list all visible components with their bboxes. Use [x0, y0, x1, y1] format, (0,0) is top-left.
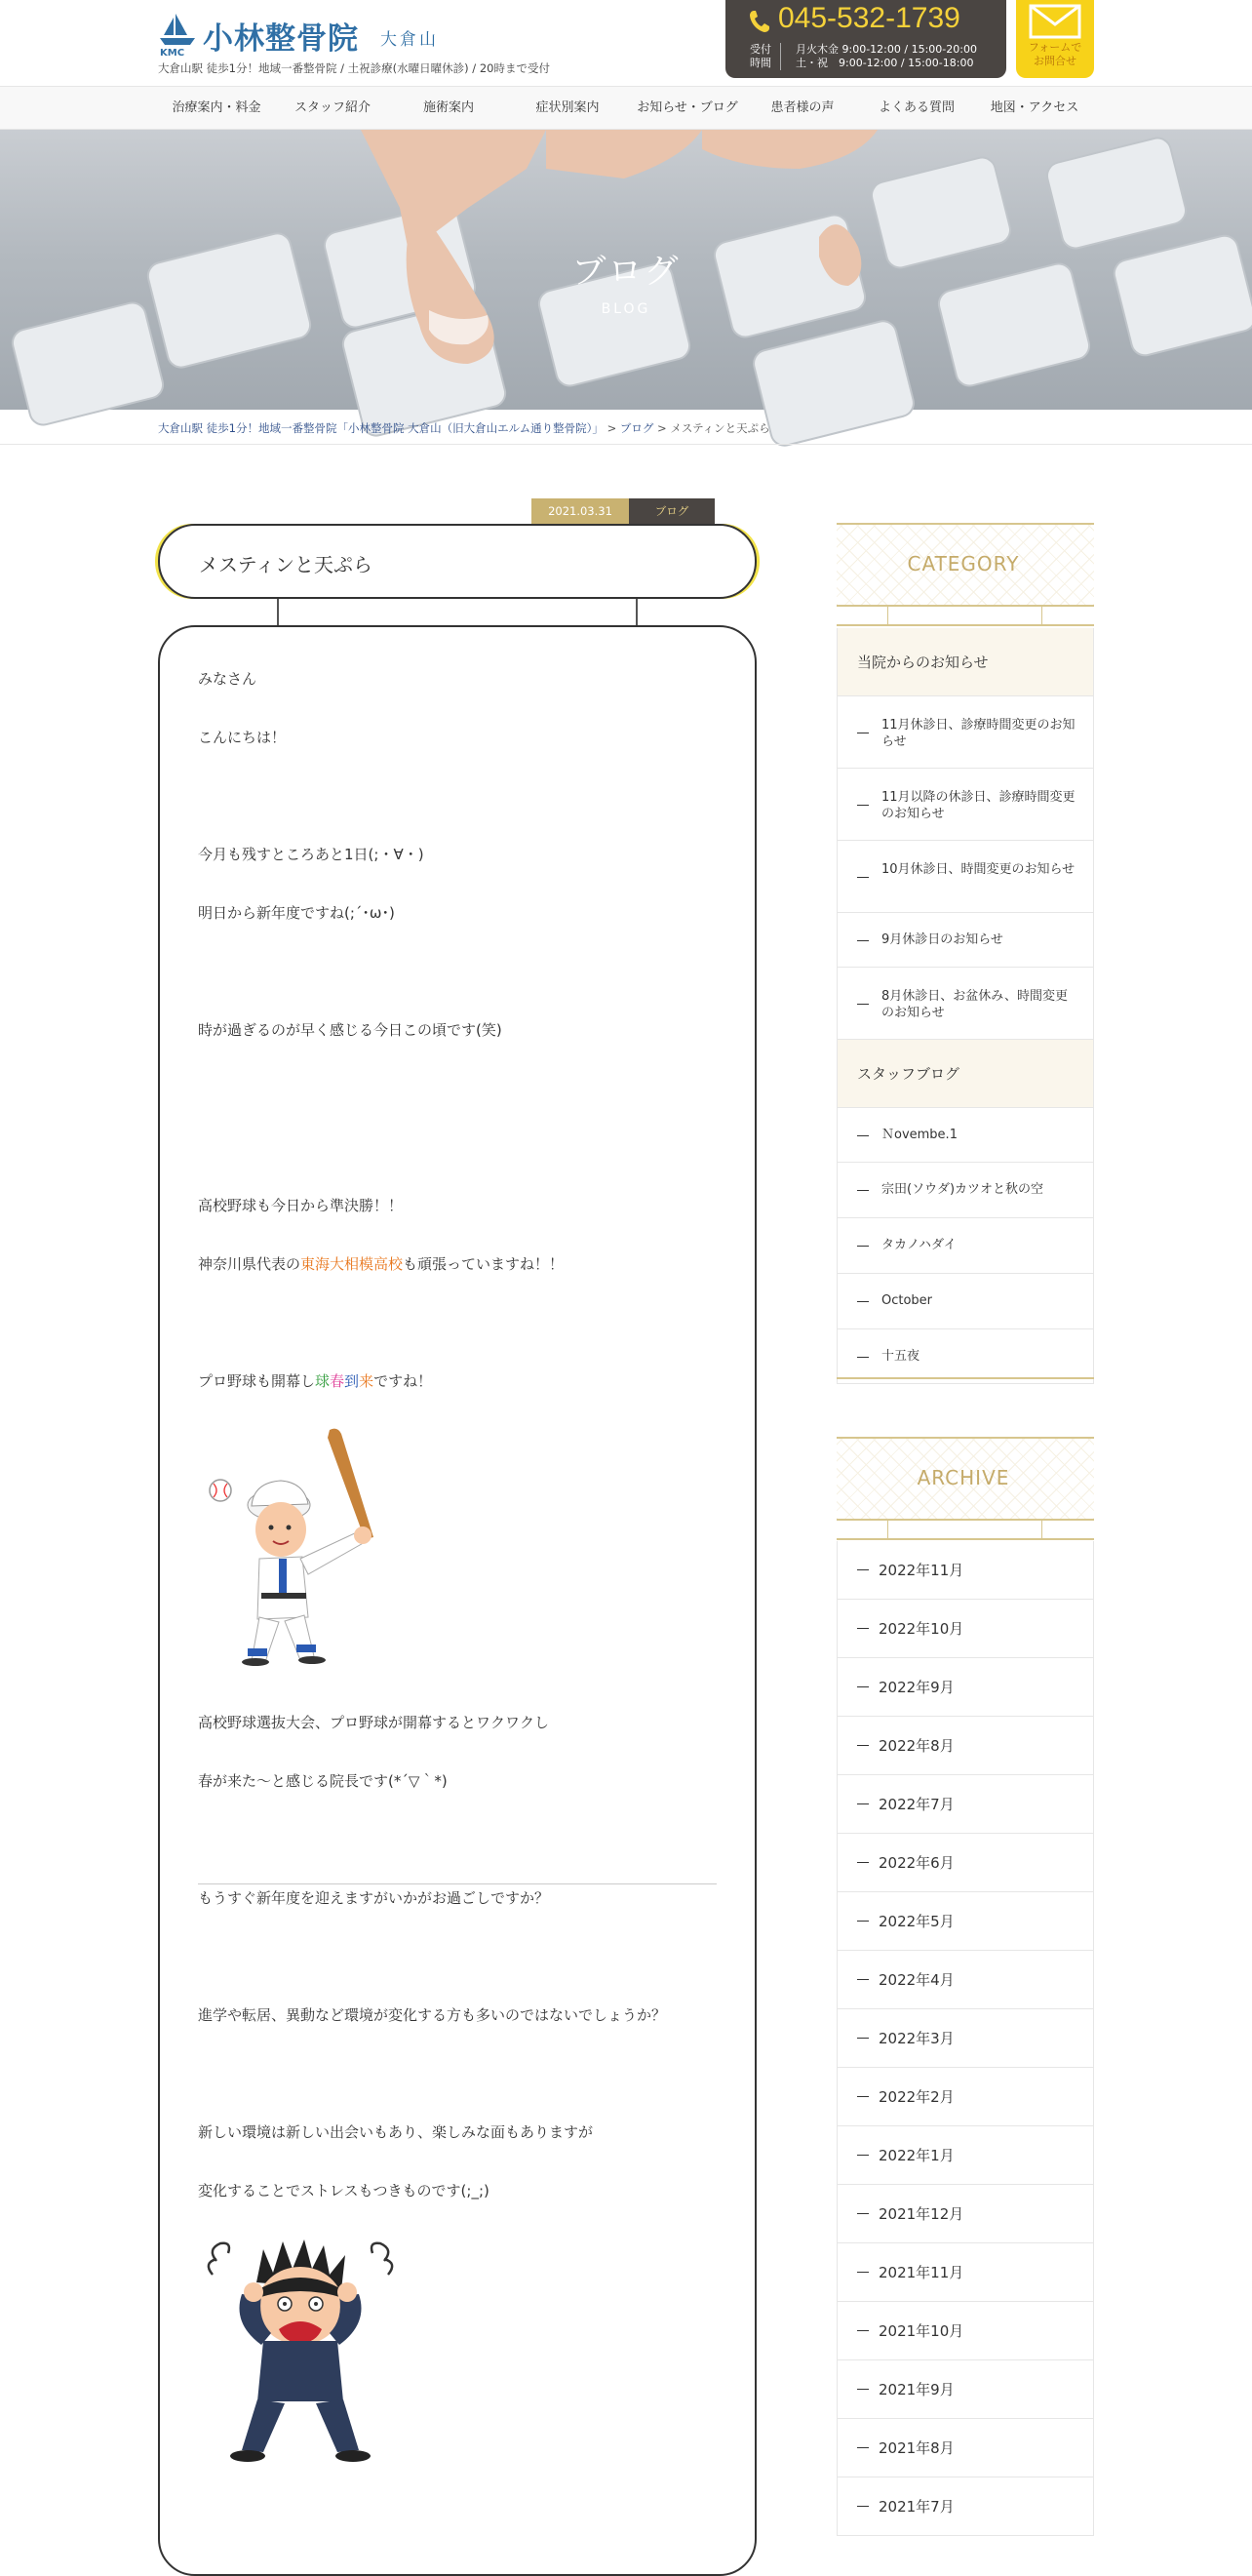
mail-icon [1029, 4, 1081, 39]
svg-text:KMC: KMC [160, 48, 185, 59]
post-paragraph: プロ野球も開幕し球春到来ですね！ [198, 1372, 433, 1390]
site-header [0, 0, 1252, 86]
category-staff-item[interactable]: 十五夜 [838, 1329, 1093, 1384]
post-paragraph: 春が来た～と感じる院長です(*´▽｀*) [198, 1772, 448, 1790]
post-paragraph: 高校野球選抜大会、プロ野球が開幕するとワクワクし [198, 1714, 550, 1731]
stressed-person-illustration [203, 2236, 398, 2470]
hero-banner [0, 130, 1252, 410]
phone-icon [749, 10, 770, 33]
post-paragraph: こんにちは！ [198, 729, 287, 746]
breadcrumb [0, 410, 1252, 445]
category-staff-blog[interactable]: スタッフブログ [838, 1040, 1093, 1108]
breadcrumb-sep: > [606, 421, 617, 435]
hours-text: 月火木金 9:00-12:00 / 15:00-20:00 土・祝 9:00-12:00 / 15:00-18:00 [796, 43, 977, 69]
archive-item[interactable]: 2022年11月 [838, 1541, 1093, 1600]
site-logo[interactable] [158, 12, 470, 57]
post-category-tag[interactable]: ブログ [629, 498, 715, 524]
category-staff-item[interactable]: Ｎovembe.1 [838, 1108, 1093, 1163]
archive-item[interactable]: 2022年8月 [838, 1717, 1093, 1775]
archive-item[interactable]: 2021年9月 [838, 2360, 1093, 2419]
nav-treatments[interactable]: 施術案内 [422, 100, 474, 115]
nav-faq[interactable]: よくある質問 [878, 100, 955, 115]
post-paragraph: 進学や転居、異動など環境が変化する方も多いのではないでしょうか？ [198, 2006, 667, 2024]
category-staff-item[interactable]: タカノハダイ [838, 1218, 1093, 1274]
title-connector [636, 599, 638, 626]
nav-voices[interactable]: 患者様の声 [770, 100, 835, 115]
archive-item[interactable]: 2022年4月 [838, 1951, 1093, 2009]
archive-item[interactable]: 2022年6月 [838, 1834, 1093, 1892]
archive-list [837, 1541, 1094, 2536]
archive-item[interactable]: 2022年2月 [838, 2068, 1093, 2126]
archive-item[interactable]: 2021年10月 [838, 2302, 1093, 2360]
post-title-box [158, 524, 757, 599]
archive-heading: ARCHIVE [837, 1437, 1094, 1521]
category-list-bottom [837, 1377, 1094, 1379]
archive-item[interactable]: 2021年11月 [838, 2243, 1093, 2302]
archive-item[interactable]: 2022年5月 [838, 1892, 1093, 1951]
post-paragraph: 高校野球も今日から準決勝！！ [198, 1197, 404, 1214]
breadcrumb-sep: > [657, 421, 667, 435]
category-notice-item[interactable]: 11月休診日、診療時間変更のお知らせ [838, 696, 1093, 769]
nav-news-blog[interactable]: お知らせ・ブログ [637, 100, 738, 115]
content-divider [198, 1883, 717, 1884]
archive-item[interactable]: 2021年8月 [838, 2419, 1093, 2477]
logo-name: 小林整骨院 [203, 21, 359, 57]
archive-item[interactable]: 2022年10月 [838, 1600, 1093, 1658]
ship-logo-icon [158, 12, 197, 57]
category-staff-item[interactable]: 宗田(ソウダ)カツオと秋の空 [838, 1163, 1093, 1218]
category-notice-item[interactable]: 9月休診日のお知らせ [838, 913, 1093, 968]
breadcrumb-blog[interactable]: ブログ [619, 421, 654, 435]
post-date: 2021.03.31 [531, 498, 629, 524]
archive-item[interactable]: 2021年12月 [838, 2185, 1093, 2243]
category-heading-tabs [837, 607, 1094, 626]
archive-item[interactable]: 2022年9月 [838, 1658, 1093, 1717]
post-paragraph: 時が過ぎるのが早く感じる今日この頃です(笑) [198, 1021, 502, 1039]
post-paragraph: 変化することでストレスもつきものです(;_;) [198, 2182, 489, 2200]
nav-symptoms[interactable]: 症状別案内 [535, 100, 600, 115]
global-nav [0, 86, 1252, 130]
archive-item[interactable]: 2022年1月 [838, 2126, 1093, 2185]
phone-number[interactable]: 045-532-1739 [778, 2, 960, 34]
category-notice-item[interactable]: 11月以降の休診日、診療時間変更のお知らせ [838, 769, 1093, 841]
category-notice-item[interactable]: 10月休診日、時間変更のお知らせ [838, 841, 1093, 913]
baseball-player-illustration [203, 1422, 388, 1666]
header-tagline: 大倉山駅 徒歩1分！地域一番整骨院 / 土祝診療(水曜日曜休診) / 20時まで受付 [158, 61, 550, 75]
archive-item[interactable]: 2022年7月 [838, 1775, 1093, 1834]
archive-item[interactable]: 2021年7月 [838, 2477, 1093, 2536]
contact-form-button[interactable]: フォームで お問合せ [1016, 0, 1094, 78]
nav-treatment-fees[interactable]: 治療案内・料金 [172, 100, 261, 115]
archive-item[interactable]: 2022年3月 [838, 2009, 1093, 2068]
highlight-school-name: 東海大相模高校 [300, 1255, 404, 1273]
category-list [837, 628, 1094, 1384]
hero-subtitle: BLOG [601, 301, 651, 317]
category-notice[interactable]: 当院からのお知らせ [838, 628, 1093, 696]
hours-label: 受付 時間 [750, 43, 771, 69]
hero-title: ブログ [571, 253, 681, 292]
phone-box[interactable] [725, 0, 1006, 78]
nav-access[interactable]: 地図・アクセス [990, 100, 1079, 115]
post-paragraph: みなさん [198, 670, 257, 688]
post-paragraph: 新しい環境は新しい出会いもあり、楽しみな面もありますが [198, 2123, 594, 2141]
category-notice-item[interactable]: 8月休診日、お盆休み、時間変更のお知らせ [838, 968, 1093, 1040]
category-staff-item[interactable]: October [838, 1274, 1093, 1329]
logo-location: 大倉山 [380, 30, 439, 50]
post-title: メスティンと天ぷら [199, 553, 372, 576]
post-paragraph: もうすぐ新年度を迎えますがいかがお過ごしですか？ [198, 1889, 550, 1907]
post-paragraph: 今月も残すところあと1日(;・∀・) [198, 846, 424, 863]
title-connector [277, 599, 279, 626]
hours-divider [780, 43, 781, 70]
category-heading: CATEGORY [837, 523, 1094, 607]
breadcrumb-home[interactable]: 大倉山駅 徒歩1分！地域一番整骨院「小林整骨院 大倉山（旧大倉山エルム通り整骨院）」 [158, 421, 604, 435]
archive-heading-tabs [837, 1521, 1094, 1540]
post-paragraph: 明日から新年度ですね(;´･ω･) [198, 904, 395, 922]
breadcrumb-current: メスティンと天ぷら [670, 421, 770, 435]
post-paragraph: 神奈川県代表の東海大相模高校も頑張っていますね！！ [198, 1255, 565, 1273]
nav-staff[interactable]: スタッフ紹介 [293, 100, 371, 115]
